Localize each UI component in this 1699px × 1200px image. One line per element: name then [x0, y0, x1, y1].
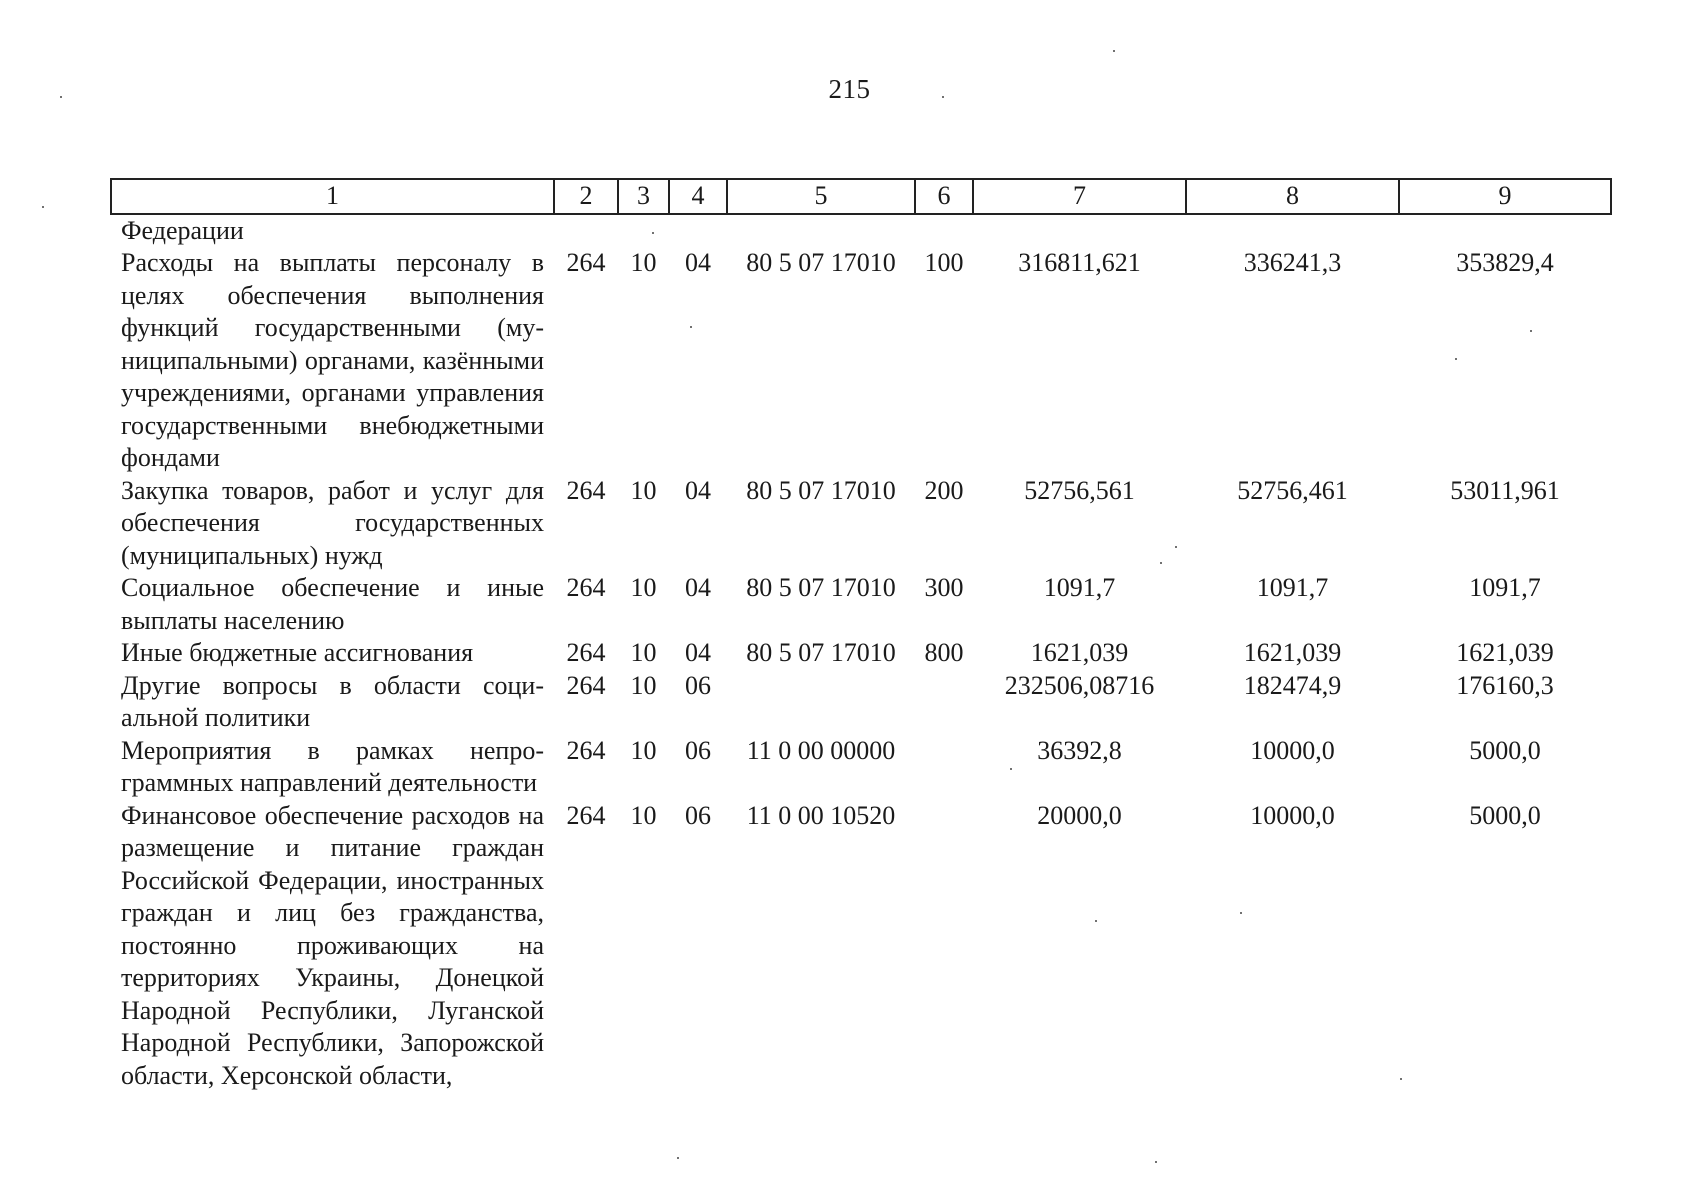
scan-speck: [1530, 330, 1532, 332]
row-section-code: 10: [630, 475, 657, 505]
row-target-article: 80 5 07 17010: [746, 573, 896, 602]
row-name: Федерации: [121, 215, 244, 245]
row-subsection-code: 06: [685, 670, 711, 700]
table-row: [111, 800, 1611, 1093]
row-amount-col8: 1091,7: [1256, 573, 1329, 602]
row-amount-col9: 5000,0: [1469, 735, 1541, 765]
row-section-code: 10: [630, 670, 657, 700]
row-section-code: [618, 214, 669, 248]
budget-table: [110, 178, 1612, 1092]
row-amount-col8: 52756,461: [1237, 475, 1348, 505]
row-section-code: 10: [630, 735, 657, 765]
row-amount-col8: [1186, 214, 1399, 248]
row-name: Закупка товаров, работ и услуг для обеспечения государственных (муниципальных) нужд: [121, 475, 544, 570]
row-amount-col8: 10000,0: [1250, 800, 1335, 830]
row-target-article: 80 5 07 17010: [746, 248, 896, 277]
row-ministry-code: 264: [566, 800, 606, 830]
scan-speck: [1160, 562, 1162, 564]
row-name: Социальное обеспечение и иные выплаты населению: [121, 573, 544, 635]
scan-speck: [652, 232, 654, 234]
page-number: 215: [828, 74, 871, 104]
scan-speck: [42, 206, 44, 208]
row-amount-col8: 336241,3: [1243, 248, 1342, 277]
row-section-code: 10: [630, 248, 657, 277]
scan-speck: [942, 96, 944, 98]
table-body: [111, 214, 1611, 1093]
scan-speck: [1240, 912, 1242, 914]
scan-speck: [1155, 1161, 1157, 1163]
row-expense-type: 200: [924, 475, 964, 505]
header-col-8: 8: [1186, 179, 1399, 214]
row-ministry-code: [554, 214, 618, 248]
row-expense-type: 300: [924, 573, 964, 602]
scan-speck: [60, 96, 62, 98]
row-subsection-code: 04: [685, 475, 711, 505]
row-name: Финансовое обеспечение расходов на размещение и питание граждан Российской Федерации, иностранных граждан и лиц без гражданства, постоянно проживающих на территориях Украины, Донецкой Народной Республики, Луганской Народной Республики, Запорожской области, Херсонской области,: [121, 800, 544, 1090]
table-row: [111, 247, 1611, 475]
row-amount-col7: 52756,561: [1024, 475, 1135, 505]
row-expense-type: 100: [924, 248, 964, 277]
row-amount-col9: 5000,0: [1469, 800, 1541, 830]
table-header: [111, 179, 1611, 214]
row-amount-col9: 353829,4: [1456, 248, 1554, 277]
row-subsection-code: 04: [685, 638, 711, 667]
row-expense-type: 800: [924, 638, 964, 667]
row-amount-col9: [1399, 214, 1611, 248]
row-subsection-code: 06: [685, 735, 711, 765]
row-amount-col8: 10000,0: [1250, 735, 1335, 765]
row-amount-col9: 53011,961: [1450, 475, 1560, 505]
header-col-6: 6: [915, 179, 973, 214]
table-row: [111, 214, 1611, 248]
row-expense-type: [915, 670, 973, 735]
row-amount-col7: 36392,8: [1037, 735, 1122, 765]
row-target-article: 11 0 00 00000: [746, 735, 896, 765]
row-ministry-code: 264: [566, 638, 606, 667]
scan-speck: [1113, 50, 1115, 52]
row-subsection-code: 04: [685, 573, 711, 602]
header-col-2: 2: [554, 179, 618, 214]
scan-speck: [1400, 1078, 1402, 1080]
row-amount-col7: 316811,621: [1018, 248, 1141, 277]
row-name: Расходы на выплаты персоналу в целях обеспечения выполнения функций государственными (муниципальными) органами, казёнными учреждениями, органами управления государственными внебюджетными фондами: [121, 248, 544, 472]
row-name: Иные бюджетные ассигнования: [121, 638, 474, 667]
row-amount-col8: 182474,9: [1243, 670, 1342, 700]
row-name: Мероприятия в рамках непрограммных направлений деятельности: [121, 735, 544, 797]
row-target-article: 80 5 07 17010: [746, 475, 896, 505]
row-subsection-code: 06: [685, 800, 711, 830]
scan-speck: [1095, 920, 1097, 922]
scan-speck: [1455, 358, 1457, 360]
scan-speck: [690, 326, 692, 328]
row-amount-col7: 20000,0: [1037, 800, 1122, 830]
header-col-3: 3: [618, 179, 669, 214]
row-ministry-code: 264: [566, 735, 606, 765]
row-amount-col7: 1091,7: [1043, 573, 1116, 602]
row-target-article: [727, 214, 915, 248]
row-amount-col7: 1621,039: [1030, 638, 1129, 667]
row-expense-type: [915, 735, 973, 800]
row-ministry-code: 264: [566, 670, 606, 700]
header-col-4: 4: [669, 179, 727, 214]
row-target-article: 11 0 00 10520: [746, 800, 896, 830]
table-row: [111, 735, 1611, 800]
table-row: [111, 637, 1611, 670]
header-col-1: 1: [111, 179, 554, 214]
scan-speck: [1010, 768, 1012, 770]
header-col-7: 7: [973, 179, 1186, 214]
row-target-article: [727, 670, 915, 735]
row-expense-type: [915, 214, 973, 248]
header-col-5: 5: [727, 179, 915, 214]
row-name: Другие вопросы в области социальной политики: [121, 670, 544, 732]
scan-speck: [1175, 546, 1177, 548]
row-expense-type: [915, 800, 973, 1093]
header-row: [111, 179, 1611, 214]
row-ministry-code: 264: [566, 475, 606, 505]
table-row: [111, 572, 1611, 637]
row-amount-col9: 176160,3: [1456, 670, 1554, 700]
row-amount-col7: [973, 214, 1186, 248]
header-col-9: 9: [1399, 179, 1611, 214]
table-row: [111, 475, 1611, 573]
row-section-code: 10: [630, 638, 657, 667]
row-amount-col9: 1091,7: [1469, 573, 1541, 602]
row-ministry-code: 264: [566, 573, 606, 602]
row-amount-col7: 232506,08716: [1004, 670, 1155, 700]
row-amount-col9: 1621,039: [1456, 638, 1554, 667]
budget-table-container: [110, 178, 1610, 1092]
row-ministry-code: 264: [566, 248, 606, 277]
row-section-code: 10: [630, 573, 657, 602]
row-subsection-code: [669, 214, 727, 248]
table-row: [111, 670, 1611, 735]
scan-speck: [677, 1157, 679, 1159]
row-amount-col8: 1621,039: [1243, 638, 1342, 667]
row-subsection-code: 04: [685, 248, 711, 277]
row-section-code: 10: [630, 800, 657, 830]
row-target-article: 80 5 07 17010: [746, 638, 896, 667]
